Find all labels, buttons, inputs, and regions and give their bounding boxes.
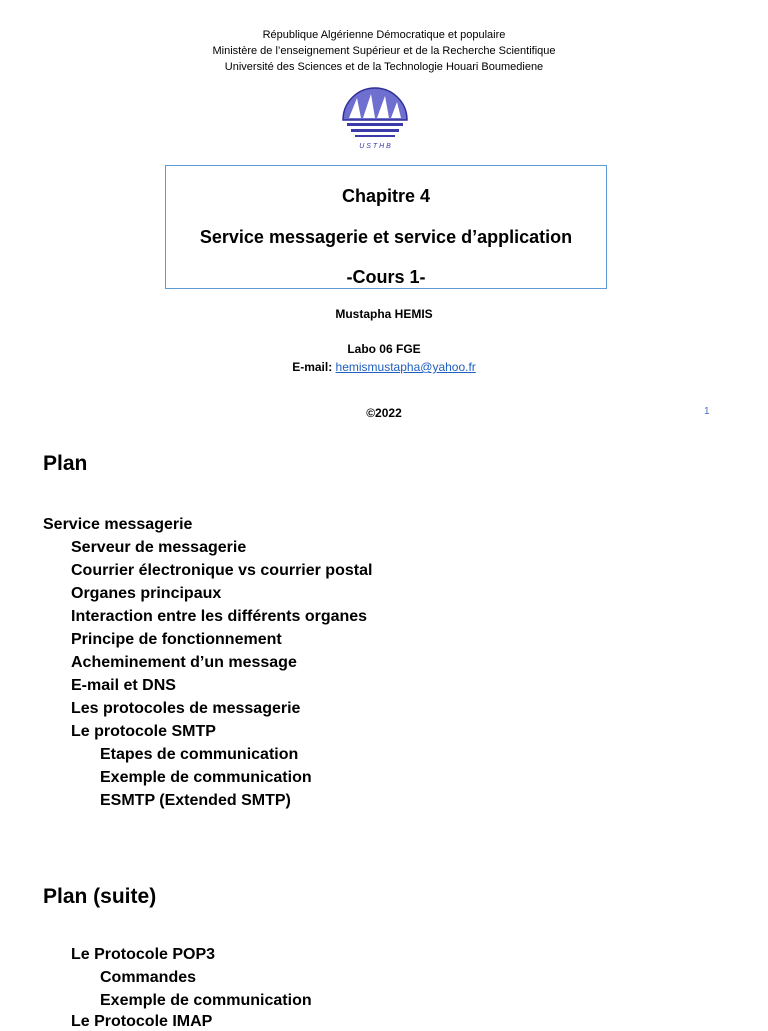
plan-item: Le Protocole IMAP <box>71 1013 213 1030</box>
header-line-1: République Algérienne Démocratique et populaire <box>262 29 506 41</box>
plan-title: Plan <box>43 452 88 475</box>
page-number: 1 <box>704 406 710 417</box>
author-name: Mustapha HEMIS <box>335 307 433 321</box>
plan-item: Principe de fonctionnement <box>71 631 282 648</box>
header-line-3: Université des Sciences et de la Technologie Houari Boumediene <box>224 61 544 73</box>
plan-item: Exemple de communication <box>100 769 312 786</box>
logo-text: U S T H B <box>359 143 391 150</box>
plan-item: Commandes <box>100 969 197 986</box>
plan-item: Le protocole SMTP <box>71 723 216 740</box>
usthb-logo-icon <box>335 86 415 150</box>
copyright: ©2022 <box>366 406 402 420</box>
plan-item: Courrier électronique vs courrier postal <box>71 562 373 579</box>
header-line-2: Ministère de l’enseignement Supérieur et de la Recherche Scientifique <box>212 45 556 57</box>
plan-item: Etapes de communication <box>100 746 299 763</box>
chapter-title: Chapitre 4 <box>341 186 431 206</box>
plan-item: E-mail et DNS <box>71 677 176 694</box>
email-line <box>0 360 768 374</box>
plan-item: Les protocoles de messagerie <box>71 700 301 717</box>
lab-name: Labo 06 FGE <box>347 342 421 356</box>
plan-item: Organes principaux <box>71 585 222 602</box>
usthb-logo <box>335 86 415 150</box>
plan-item: Service messagerie <box>43 516 193 533</box>
plan-suite-title: Plan (suite) <box>43 885 157 908</box>
plan-item: Le Protocole POP3 <box>71 946 216 963</box>
title-box <box>165 165 607 289</box>
subject-title: Service messagerie et service d’application <box>199 227 573 247</box>
plan-item: Acheminement d’un message <box>71 654 297 671</box>
course-title: -Cours 1- <box>346 267 426 287</box>
email-label: E-mail: <box>292 360 333 374</box>
plan-item: Serveur de messagerie <box>71 539 247 556</box>
plan-item: ESMTP (Extended SMTP) <box>100 792 291 809</box>
email-link[interactable]: hemismustapha@yahoo.fr <box>335 360 476 374</box>
plan-item: Exemple de communication <box>100 992 312 1009</box>
plan-item: Interaction entre les différents organes <box>71 608 368 625</box>
